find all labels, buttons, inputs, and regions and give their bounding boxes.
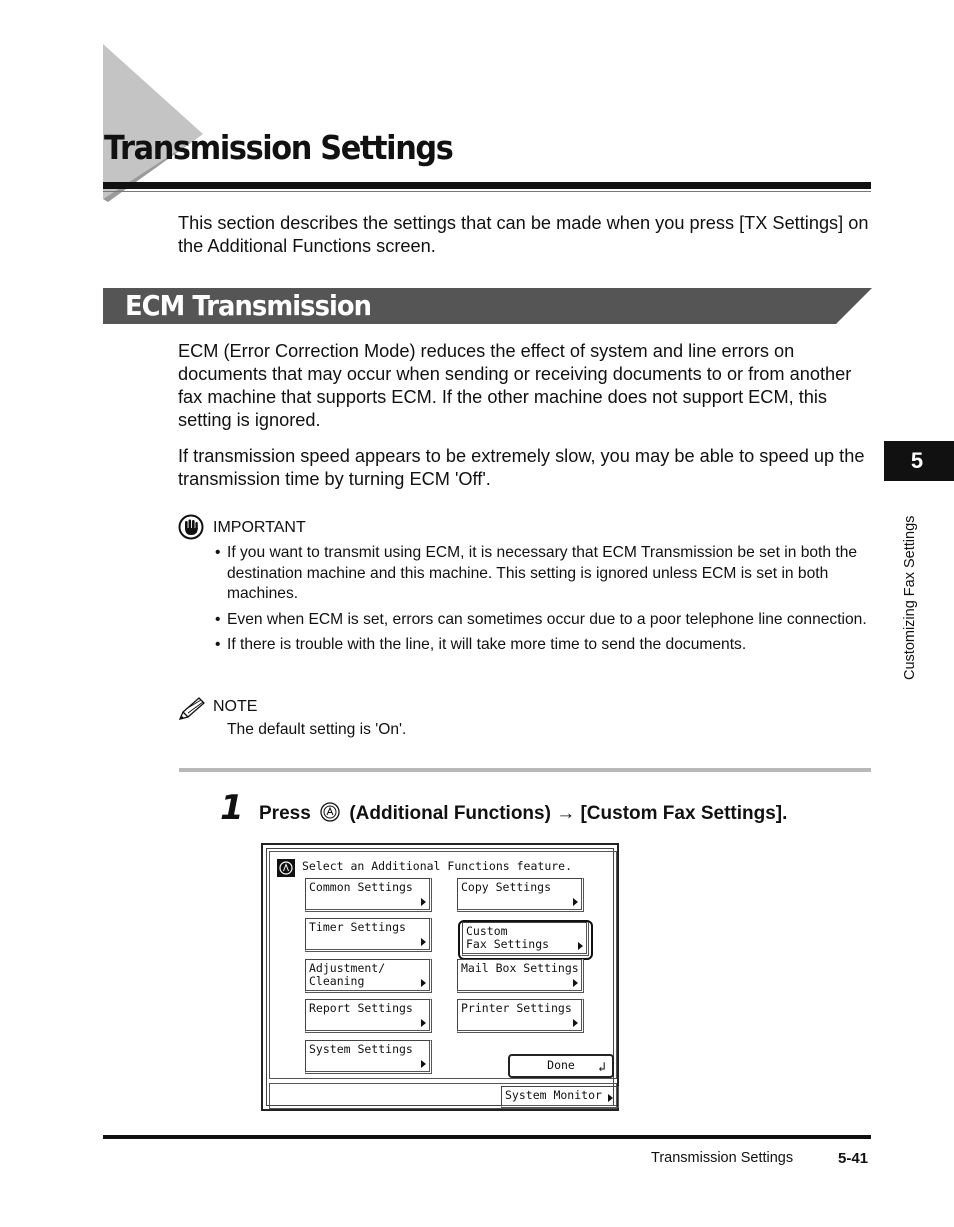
arrow-right-icon bbox=[421, 938, 426, 946]
additional-functions-icon bbox=[320, 802, 340, 822]
list-item: • If you want to transmit using ECM, it is necessary that ECM Transmission be set in both the destination machine and this machine. This setting is ignored unless ECM is set in both machines. bbox=[215, 544, 858, 602]
footer-rule bbox=[103, 1135, 871, 1139]
additional-functions-icon bbox=[277, 859, 295, 877]
arrow-right-icon bbox=[573, 1019, 578, 1027]
step-number: 1 bbox=[220, 788, 244, 828]
done-button[interactable]: Done ↲ bbox=[508, 1054, 614, 1078]
section-paragraph: ECM (Error Correction Mode) reduces the effect of system and line errors on documents that may occur when sending or receiving documents to or from another fax machine that supports ECM. If the other machine does not support ECM, this setting is ignored. bbox=[178, 341, 852, 430]
step-text-after: (Additional Functions) → [Custom Fax Settings]. bbox=[349, 803, 788, 824]
printer-settings-button[interactable]: Printer Settings bbox=[457, 999, 584, 1033]
chapter-label: Customizing Fax Settings bbox=[902, 515, 918, 680]
screen-footer bbox=[269, 1083, 617, 1109]
copy-settings-button[interactable]: Copy Settings bbox=[457, 878, 584, 912]
arrow-right-icon bbox=[573, 979, 578, 987]
system-settings-button[interactable]: System Settings bbox=[305, 1040, 432, 1074]
mail-box-settings-button[interactable]: Mail Box Settings bbox=[457, 959, 584, 993]
report-settings-button[interactable]: Report Settings bbox=[305, 999, 432, 1033]
intro-paragraph: This section describes the settings that can be made when you press [TX Settings] on the Additional Functions screen. bbox=[178, 213, 869, 256]
return-arrow-icon: ↲ bbox=[598, 1060, 606, 1075]
arrow-right-icon bbox=[578, 942, 583, 950]
system-monitor-button[interactable]: System Monitor bbox=[501, 1086, 619, 1108]
step-divider bbox=[179, 768, 871, 772]
page-number: 5-41 bbox=[838, 1150, 869, 1167]
touch-panel-screen bbox=[261, 843, 619, 1111]
hand-stop-icon bbox=[178, 514, 204, 540]
footer-section-name: Transmission Settings bbox=[651, 1150, 794, 1166]
note-heading: NOTE bbox=[213, 698, 258, 715]
important-list bbox=[213, 543, 869, 661]
screen-frame bbox=[266, 848, 614, 1106]
list-item: • If there is trouble with the line, it will take more time to send the documents. bbox=[215, 636, 747, 653]
screen-main-area bbox=[269, 851, 617, 1079]
common-settings-button[interactable]: Common Settings bbox=[305, 878, 432, 912]
list-item: • Even when ECM is set, errors can sometimes occur due to a poor telephone line connection. bbox=[215, 610, 867, 628]
page-title: Transmission Settings bbox=[104, 128, 453, 167]
arrow-right-icon bbox=[573, 898, 578, 906]
section-paragraph: If transmission speed appears to be extremely slow, you may be able to speed up the transmission time by turning ECM 'Off'. bbox=[178, 446, 865, 489]
arrow-right-icon bbox=[421, 979, 426, 987]
important-heading: IMPORTANT bbox=[213, 519, 306, 536]
arrow-right-icon bbox=[421, 1019, 426, 1027]
step-instruction bbox=[259, 802, 787, 825]
header-triangle-graphic bbox=[100, 44, 210, 204]
list-item-text: Even when ECM is set, errors can sometimes occur due to a poor telephone line connection. bbox=[227, 610, 867, 628]
title-rule bbox=[103, 182, 871, 189]
chapter-number: 5 bbox=[910, 448, 924, 473]
screen-header-text: Select an Additional Functions feature. bbox=[302, 859, 573, 873]
arrow-right-icon bbox=[421, 898, 426, 906]
section-title: ECM Transmission bbox=[125, 289, 372, 322]
step-text-before: Press bbox=[259, 803, 311, 824]
timer-settings-button[interactable]: Timer Settings bbox=[305, 918, 432, 952]
list-item-text: If there is trouble with the line, it will take more time to send the documents. bbox=[227, 636, 747, 653]
custom-fax-settings-button[interactable]: Custom Fax Settings bbox=[462, 922, 589, 956]
pencil-icon bbox=[177, 696, 207, 722]
adjustment-cleaning-button[interactable]: Adjustment/ Cleaning bbox=[305, 959, 432, 993]
title-rule-thin bbox=[103, 191, 871, 192]
arrow-right-icon bbox=[608, 1094, 613, 1102]
arrow-right-icon bbox=[421, 1060, 426, 1068]
note-text: The default setting is 'On'. bbox=[227, 721, 407, 738]
list-item-text: If you want to transmit using ECM, it is necessary that ECM Transmission be set in both the destination machine and this machine. This setting is ignored unless ECM is set in both machines. bbox=[227, 544, 858, 602]
